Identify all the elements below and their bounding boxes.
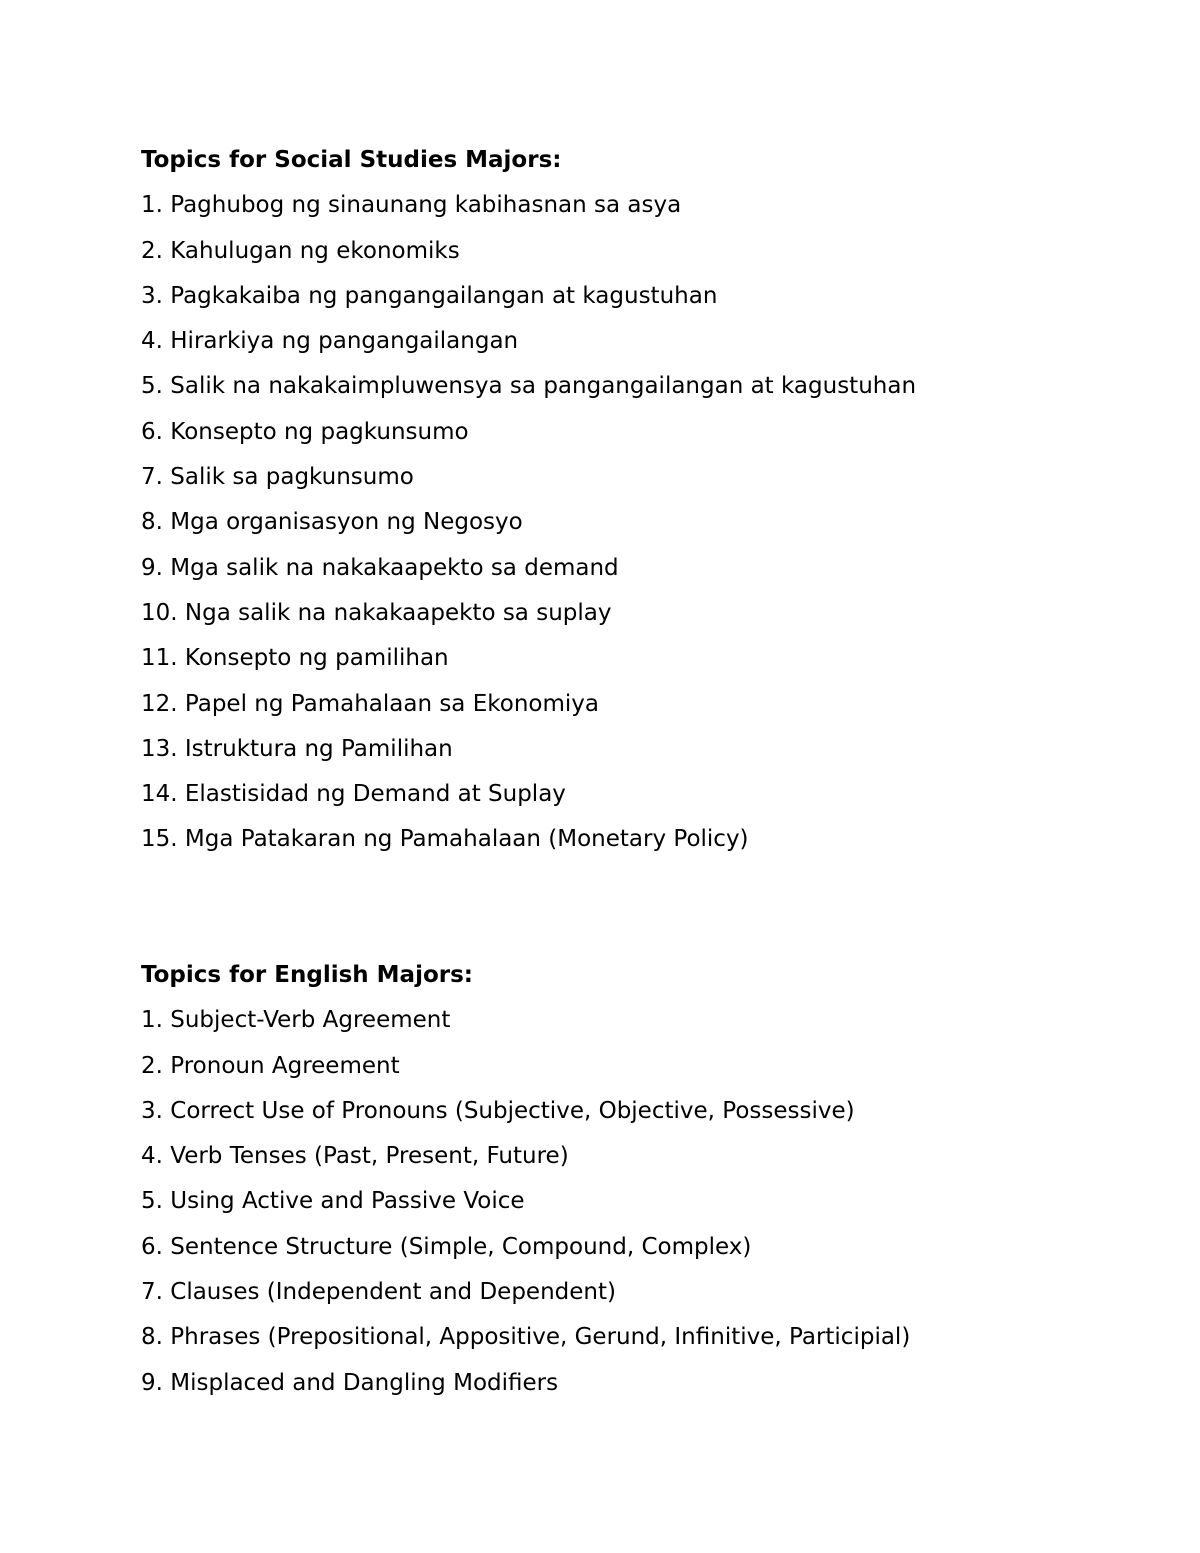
- list-item: 12. Papel ng Pamahalaan sa Ekonomiya: [141, 690, 599, 717]
- list-item: 3. Correct Use of Pronouns (Subjective, Objective, Possessive): [141, 1097, 855, 1124]
- english-heading: Topics for English Majors:: [141, 962, 473, 988]
- list-item: 3. Pagkakaiba ng pangangailangan at kagustuhan: [141, 282, 718, 309]
- list-item: 10. Nga salik na nakakaapekto sa suplay: [141, 599, 612, 626]
- list-item: 2. Kahulugan ng ekonomiks: [141, 237, 460, 264]
- list-item: 4. Hirarkiya ng pangangailangan: [141, 328, 519, 355]
- list-item: 6. Konsepto ng pagkunsumo: [141, 418, 469, 445]
- list-item: 4. Verb Tenses (Past, Present, Future): [141, 1143, 569, 1170]
- list-item: 13. Istruktura ng Pamilihan: [141, 735, 453, 762]
- social-studies-topic-list: [141, 183, 1141, 862]
- list-item: 1. Paghubog ng sinaunang kabihasnan sa asya: [141, 192, 682, 219]
- list-item: 1. Subject-Verb Agreement: [141, 1007, 451, 1034]
- list-item: 2. Pronoun Agreement: [141, 1052, 400, 1079]
- list-item: 11. Konsepto ng pamilihan: [141, 645, 449, 672]
- list-item: 9. Mga salik na nakakaapekto sa demand: [141, 554, 619, 581]
- list-item: 14. Elastisidad ng Demand at Suplay: [141, 781, 566, 808]
- list-item: 5. Using Active and Passive Voice: [141, 1188, 525, 1215]
- social-studies-heading: Topics for Social Studies Majors:: [141, 147, 562, 173]
- social-studies-section: [141, 138, 1141, 863]
- english-section: [141, 953, 1141, 1406]
- list-item: 7. Salik sa pagkunsumo: [141, 464, 414, 491]
- list-item: 8. Phrases (Prepositional, Appositive, Gerund, Infinitive, Participial): [141, 1324, 911, 1351]
- list-item: 6. Sentence Structure (Simple, Compound, Complex): [141, 1233, 752, 1260]
- english-topic-list: [141, 998, 1141, 1406]
- list-item: 8. Mga organisasyon ng Negosyo: [141, 509, 523, 536]
- list-item: 7. Clauses (Independent and Dependent): [141, 1279, 616, 1306]
- list-item: 15. Mga Patakaran ng Pamahalaan (Monetary Policy): [141, 826, 749, 853]
- list-item: 5. Salik na nakakaimpluwensya sa pangangailangan at kagustuhan: [141, 373, 917, 400]
- list-item: 9. Misplaced and Dangling Modifiers: [141, 1369, 559, 1396]
